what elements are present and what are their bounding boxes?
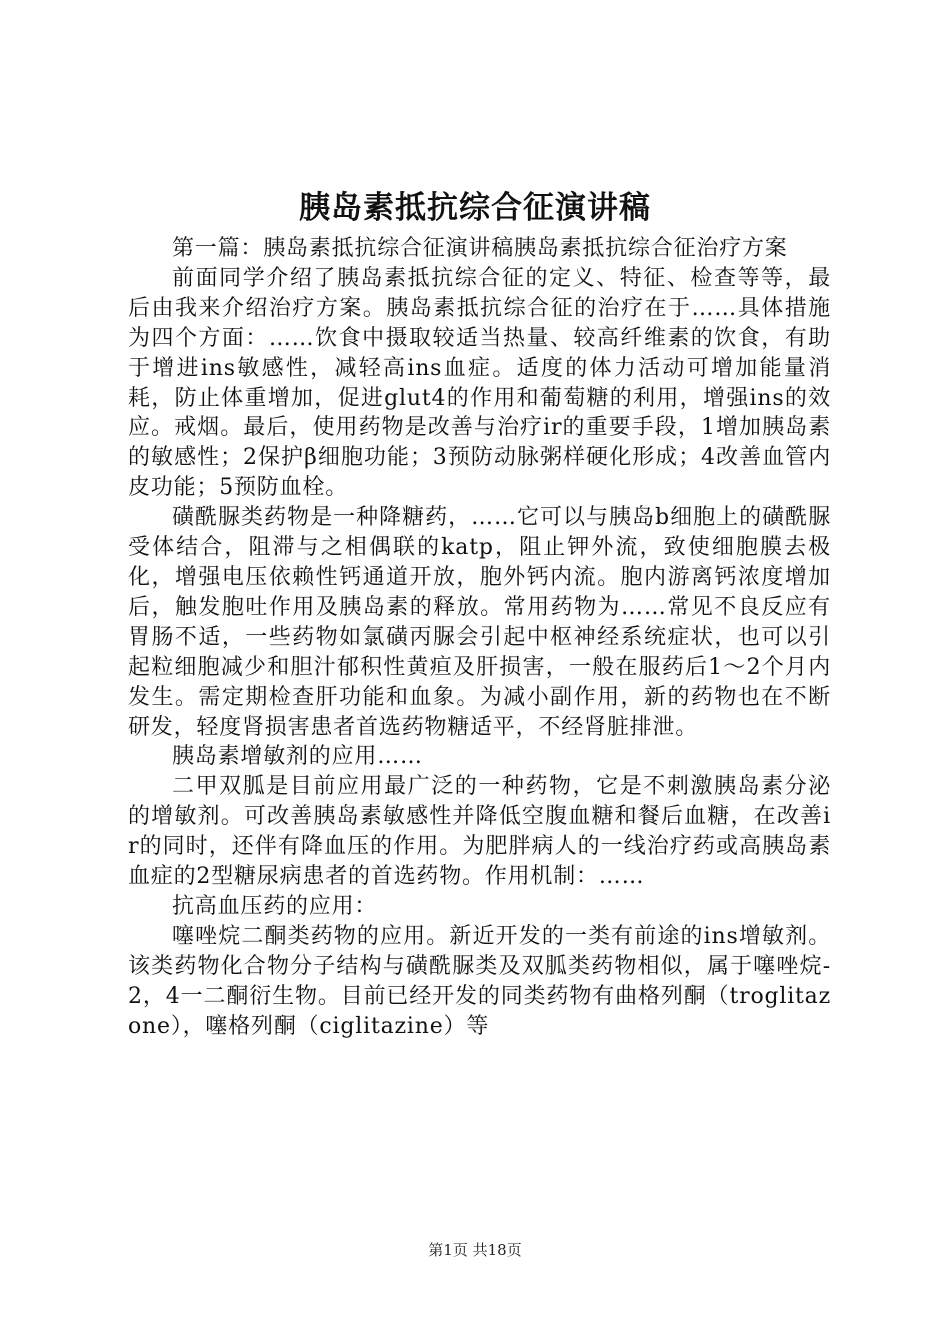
paragraph-metformin: 二甲双胍是目前应用最广泛的一种药物，它是不刺激胰岛素分泌的增敏剂。可改善胰岛素敏感性并降低空腹血糖和餐后血糖，在改善ir的同时，还伴有降血压的作用。为肥胖病人的一线治疗药或高胰岛素血症的2型糖尿病患者的首选药物。作用机制：……: [128, 774, 831, 890]
paragraph-thiazolidinedione: 噻唑烷二酮类药物的应用。新近开发的一类有前途的ins增敏剂。该类药物化合物分子结构与磺酰脲类及双胍类药物相似，属于噻唑烷-2，4一二酮衍生物。目前已经开发的同类药物有曲格列酮（troglitazone），噻格列酮（ciglitazine）等: [128, 923, 831, 1039]
paragraph-treatment-overview: 前面同学介绍了胰岛素抵抗综合征的定义、特征、检查等等，最后由我来介绍治疗方案。胰岛素抵抗综合征的治疗在于……具体措施为四个方面：……饮食中摄取较适当热量、较高纤维素的饮食，有助于增进ins敏感性，减轻高ins血症。适度的体力活动可增加能量消耗，防止体重增加，促进glut4的作用和葡萄糖的利用，增强ins的效应。戒烟。最后，使用药物是改善与治疗ir的重要手段，1增加胰岛素的敏感性；2保护β细胞功能；3预防动脉粥样硬化形成；4改善血管内皮功能；5预防血栓。: [128, 265, 831, 501]
paragraph-sulfonylurea: 磺酰脲类药物是一种降糖药，……它可以与胰岛b细胞上的磺酰脲受体结合，阻滞与之相偶联的katp，阻止钾外流，致使细胞膜去极化，增强电压依赖性钙通道开放，胞外钙内流。胞内游离钙浓度增加后，触发胞吐作用及胰岛素的释放。常用药物为……常见不良反应有胃肠不适，一些药物如氯磺丙脲会引起中枢神经系统症状，也可以引起粒细胞减少和胆汁郁积性黄疸及肝损害，一般在服药后1～2个月内发生。需定期检查肝功能和血象。为减小副作用，新的药物也在不断研发，轻度肾损害患者首选药物糖适平，不经肾脏排泄。: [128, 505, 831, 740]
document-title: 胰岛素抵抗综合征演讲稿: [299, 190, 651, 226]
paragraph-sensitizer-heading: 胰岛素增敏剂的应用……: [172, 744, 423, 770]
document-body: [128, 234, 831, 1041]
paragraph-heading: 第一篇：胰岛素抵抗综合征演讲稿胰岛素抵抗综合征治疗方案: [172, 236, 788, 261]
paragraph-antihypertensive-heading: 抗高血压药的应用：: [172, 893, 378, 919]
page-number-footer: 第1页 共18页: [428, 1241, 522, 1259]
